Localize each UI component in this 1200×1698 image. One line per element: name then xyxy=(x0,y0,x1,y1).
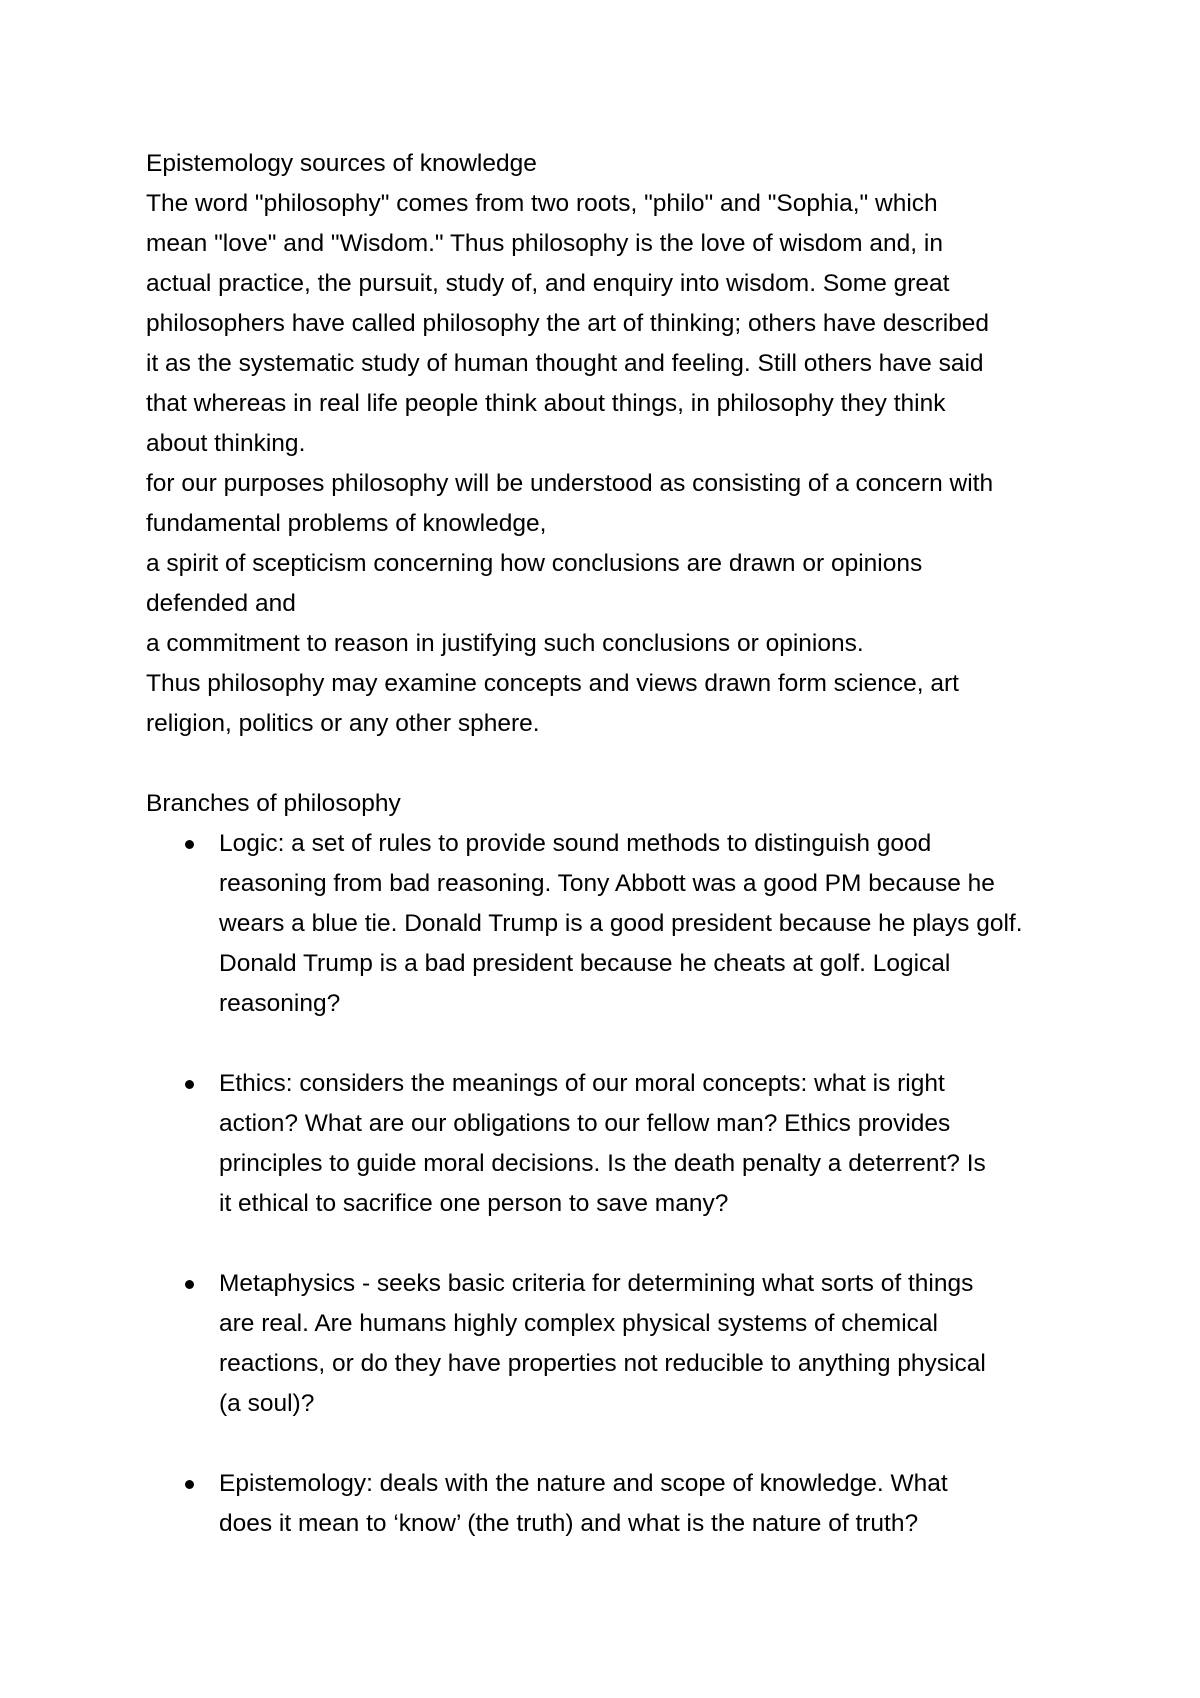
list-item-logic xyxy=(146,824,1066,1064)
text-line: defended and xyxy=(146,590,296,617)
list-item-epistemology xyxy=(146,1464,1066,1544)
text-line: Logic: a set of rules to provide sound methods to distinguish good xyxy=(219,830,932,857)
text-line: action? What are our obligations to our fellow man? Ethics provides xyxy=(219,1110,951,1137)
text-line: religion, politics or any other sphere. xyxy=(146,710,540,737)
text-line: a commitment to reason in justifying such conclusions or opinions. xyxy=(146,630,864,657)
paragraph-spacer xyxy=(219,1424,1066,1464)
bullet-icon xyxy=(185,840,194,849)
text-line: Metaphysics - seeks basic criteria for determining what sorts of things xyxy=(219,1270,974,1297)
paragraph-spacer xyxy=(219,1224,1066,1264)
bullet-icon xyxy=(185,1080,194,1089)
text-line: philosophers have called philosophy the art of thinking; others have described xyxy=(146,310,990,337)
text-line: The word "philosophy" comes from two roots, "philo" and "Sophia," which xyxy=(146,190,938,217)
text-line: about thinking. xyxy=(146,430,306,457)
branches-list xyxy=(146,824,1066,1544)
text-line: a spirit of scepticism concerning how conclusions are drawn or opinions xyxy=(146,550,923,577)
text-line: mean "love" and "Wisdom." Thus philosophy is the love of wisdom and, in xyxy=(146,230,943,257)
text-line: for our purposes philosophy will be understood as consisting of a concern with xyxy=(146,470,994,497)
list-item-ethics xyxy=(146,1064,1066,1264)
text-line: Donald Trump is a bad president because he cheats at golf. Logical xyxy=(219,950,951,977)
text-line: Epistemology: deals with the nature and scope of knowledge. What xyxy=(219,1470,948,1497)
paragraph-spacer xyxy=(146,744,1066,784)
text-line: (a soul)? xyxy=(219,1390,315,1417)
text-line: it as the systematic study of human thought and feeling. Still others have said xyxy=(146,350,984,377)
document-title: Epistemology sources of knowledge xyxy=(146,150,537,177)
list-item-metaphysics xyxy=(146,1264,1066,1464)
text-line: fundamental problems of knowledge, xyxy=(146,510,547,537)
text-line: does it mean to ‘know’ (the truth) and what is the nature of truth? xyxy=(219,1510,919,1537)
text-line: Thus philosophy may examine concepts and views drawn form science, art xyxy=(146,670,959,697)
intro-paragraph xyxy=(146,184,1066,744)
section-heading: Branches of philosophy xyxy=(146,790,401,817)
text-line: actual practice, the pursuit, study of, and enquiry into wisdom. Some great xyxy=(146,270,950,297)
text-line: reactions, or do they have properties not reducible to anything physical xyxy=(219,1350,986,1377)
text-line: that whereas in real life people think about things, in philosophy they think xyxy=(146,390,946,417)
text-line: Ethics: considers the meanings of our moral concepts: what is right xyxy=(219,1070,945,1097)
text-line: principles to guide moral decisions. Is the death penalty a deterrent? Is xyxy=(219,1150,986,1177)
bullet-icon xyxy=(185,1480,194,1489)
bullet-icon xyxy=(185,1280,194,1289)
document-body xyxy=(146,144,1066,1544)
text-line: reasoning? xyxy=(219,990,341,1017)
text-line: reasoning from bad reasoning. Tony Abbott was a good PM because he xyxy=(219,870,995,897)
text-line: it ethical to sacrifice one person to save many? xyxy=(219,1190,729,1217)
paragraph-spacer xyxy=(219,1024,1066,1064)
text-line: wears a blue tie. Donald Trump is a good president because he plays golf. xyxy=(219,910,1023,937)
text-line: are real. Are humans highly complex physical systems of chemical xyxy=(219,1310,938,1337)
